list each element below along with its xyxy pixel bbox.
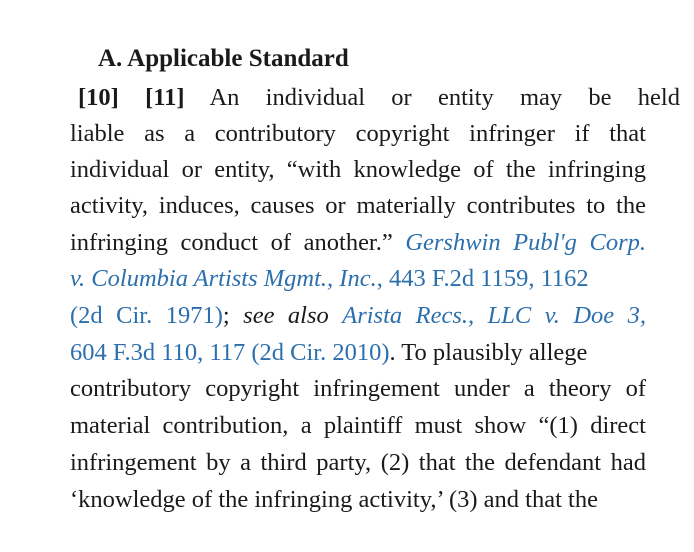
paragraph-line-4 [70,190,646,222]
case-citation-link[interactable]: , 443 F.2d 1159, 1162 [376,265,589,292]
line-text: . To plausibly allege [389,339,588,366]
paragraph-line-12 [70,484,646,516]
case-citation-link[interactable]: v. Columbia Artists Mgmt., Inc. [70,265,377,292]
line-text: liable as a contributory copyright infringer if that [70,120,646,147]
paragraph-line-3 [70,154,646,186]
line-text: material contribution, a plaintiff must show “(1) direct [70,412,646,439]
line-text: An individual or entity may be held [209,84,680,111]
headnote-marker-11[interactable]: [11] [145,84,185,111]
line-text: contributory copyright infringement under a theory of [70,375,646,402]
line-text: infringing conduct of another.” [70,229,393,256]
line-text: individual or entity, “with knowledge of the infringing [70,156,646,183]
paragraph-line-7 [70,300,646,332]
paragraph-line-1 [78,82,680,114]
case-citation-link[interactable]: Gershwin Publ'g Corp. [405,229,646,256]
headnote-marker-10[interactable]: [10] [78,84,119,111]
citation-signal: see also [243,302,329,329]
paragraph-line-5 [70,227,646,259]
case-citation-link[interactable]: 604 F.3d 110, 117 (2d Cir. 2010) [70,339,390,366]
case-citation-link[interactable]: Arista Recs., LLC v. Doe 3, [342,302,647,329]
section-heading: A. Applicable Standard [98,45,349,72]
paragraph-line-2 [70,118,646,150]
paragraph-line-10 [70,410,646,442]
paragraph-line-9 [70,373,646,405]
line-text: ; [222,302,230,329]
line-text: infringement by a third party, (2) that the defendant had [70,449,646,476]
line-text: ‘knowledge of the infringing activity,’ (3) and that the [70,486,598,513]
paragraph-line-8 [70,337,646,369]
paragraph-line-6 [70,263,646,295]
case-citation-link[interactable]: (2d Cir. 1971) [70,302,223,329]
line-text: activity, induces, causes or materially contributes to the [70,192,646,219]
paragraph-line-11 [70,447,646,479]
